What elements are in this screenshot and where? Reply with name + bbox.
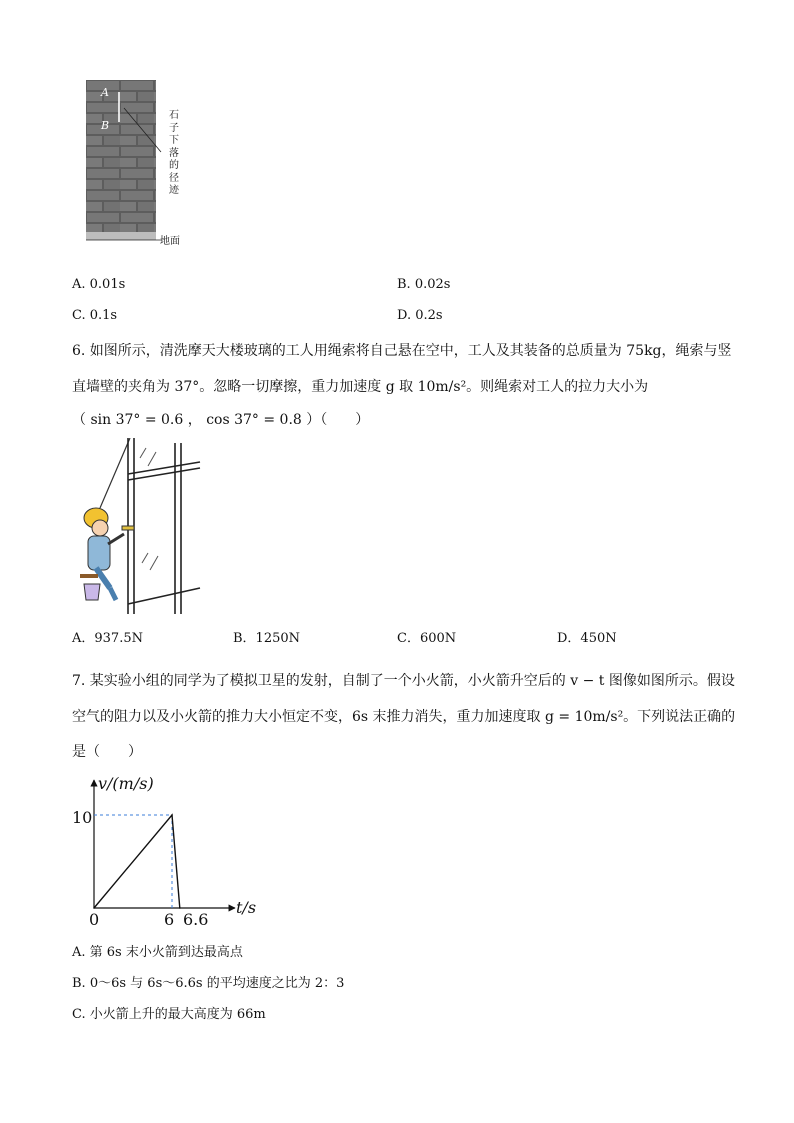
q7-option-b: B. 0～6s 与 6s～6.6s 的平均速度之比为 2：3 (72, 976, 345, 991)
data-point-2 (179, 907, 181, 909)
q7-stem-line1: 7. 某实验小组的同学为了模拟卫星的发射，自制了一个小火箭，小火箭升空后的 v − t 图像如图所示。假设 (72, 673, 735, 689)
y-axis-label: v/(m/s) (98, 774, 154, 793)
q7-option-a: A. 第 6s 末小火箭到达最高点 (72, 945, 243, 960)
x-axis-label: t/s (236, 898, 257, 917)
glass-frame (128, 438, 200, 614)
ground-strip (86, 232, 156, 240)
glass-glare (140, 448, 158, 570)
q6-option-b: B．1250N (233, 631, 301, 646)
point-b-label: B (101, 119, 110, 132)
q6-stem-line1: 6. 如图所示，清洗摩天大楼玻璃的工人用绳索将自己悬在空中，工人及其装备的总质量为 75kg，绳索与竖 (72, 343, 732, 359)
q5-option-c: C. 0.1s (72, 308, 118, 323)
rope (100, 438, 130, 508)
q5-option-a: A. 0.01s (72, 277, 126, 292)
point-a-label: A (101, 86, 109, 99)
y-tick-10: 10 (72, 808, 93, 827)
x-tick-0: 0 (89, 910, 100, 929)
brick-wall (86, 80, 156, 240)
window-cleaner-figure (78, 438, 208, 616)
q6-option-d: D．450N (557, 631, 617, 646)
trace-caption: 石 子 下 落 的 径 迹 (169, 110, 179, 196)
data-point-1 (171, 814, 173, 816)
q7-option-c: C. 小火箭上升的最大高度为 66m (72, 1007, 266, 1022)
q5-option-d: D. 0.2s (397, 308, 443, 323)
q7-stem-line3: 是（ ） (72, 744, 142, 760)
x-tick-6.6: 6.6 (183, 910, 209, 929)
velocity-series-line (94, 815, 180, 908)
x-tick-6: 6 (164, 910, 175, 929)
q6-stem-line3: （ sin 37° = 0.6 ， cos 37° = 0.8 ）（ ） (72, 412, 370, 428)
q6-stem-line2: 直墙壁的夹角为 37°。忽略一切摩擦，重力加速度 g 取 10m/s²。则绳索对工人的拉力大小为 (72, 379, 649, 395)
q7-stem-line2: 空气的阻力以及小火箭的推力大小恒定不变，6s 末推力消失，重力加速度取 g = 10m/s²。下列说法正确的 (72, 709, 736, 725)
ground-label: 地面 (160, 236, 180, 247)
worker (80, 508, 134, 600)
q5-option-b: B. 0.02s (397, 277, 451, 292)
q6-option-c: C．600N (397, 631, 457, 646)
q6-option-a: A．937.5N (72, 631, 143, 646)
data-point-0 (93, 907, 95, 909)
